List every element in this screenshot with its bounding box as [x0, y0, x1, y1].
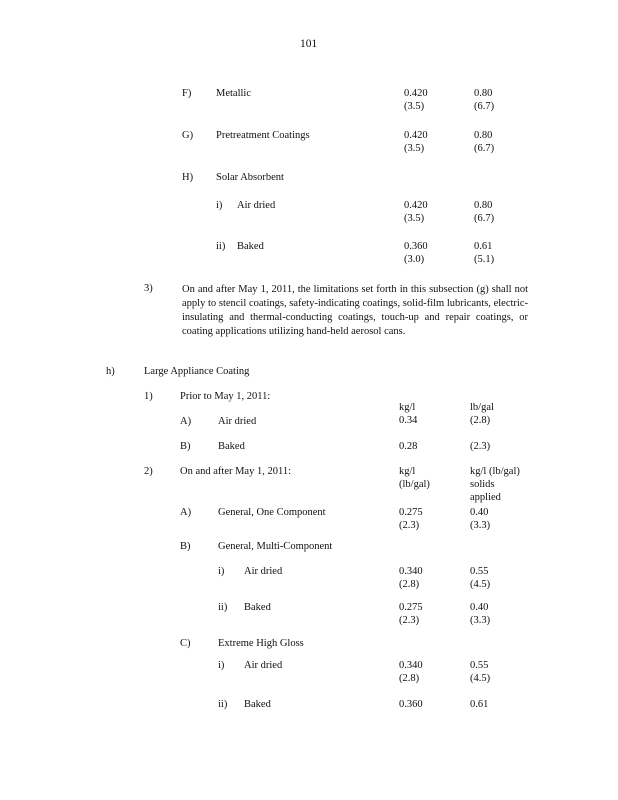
item-text: Air dried — [218, 416, 257, 427]
value-lb: 0.80 — [474, 130, 493, 141]
item-text: Baked — [244, 602, 271, 613]
item-text: Extreme High Gloss — [218, 638, 304, 649]
value-lb-alt: (3.3) — [470, 520, 491, 531]
value-kg-alt: (2.3) — [399, 615, 420, 626]
value-kg: 0.420 — [404, 130, 428, 141]
value-kg-alt: (2.8) — [399, 579, 420, 590]
value-kg: 0.340 — [399, 660, 423, 671]
column-header-lb-line2: solids — [470, 479, 495, 490]
item-label: ii) — [218, 699, 228, 710]
value-lb: 0.61 — [474, 241, 493, 252]
item-text: Pretreatment Coatings — [216, 130, 310, 141]
value-kg-alt: (3.0) — [404, 254, 425, 265]
item-label: ii) — [216, 241, 226, 252]
value-kg: 0.275 — [399, 507, 423, 518]
item-text: Air dried — [244, 566, 283, 577]
column-header-kg: kg/l — [399, 402, 416, 413]
value-kg: 0.420 — [404, 88, 428, 99]
item-text: Air dried — [237, 200, 276, 211]
value-kg: 0.420 — [404, 200, 428, 211]
item-label: F) — [182, 88, 192, 99]
value-lb-alt: (6.7) — [474, 213, 495, 224]
item-label: i) — [218, 566, 225, 577]
value-kg-alt: (3.5) — [404, 143, 425, 154]
value-kg-alt: (3.5) — [404, 213, 425, 224]
item-text: Baked — [237, 241, 264, 252]
item-text: Baked — [218, 441, 245, 452]
exemption-paragraph: On and after May 1, 2011, the limitations set forth in this subsection (g) shall not apply to stencil coatings, safety-indicating coatings, solid-film lubricants, electric-insulating and thermal-conducting coatings, touch-up and repair coatings, or coating applications utilizing hand-held aerosol cans. — [182, 284, 528, 337]
item-text: Solar Absorbent — [216, 172, 284, 183]
column-header-kg-unit: (lb/gal) — [399, 479, 430, 490]
value-kg-alt: (2.3) — [399, 520, 420, 531]
item-label: B) — [180, 541, 191, 552]
section-label: h) — [106, 366, 115, 377]
value-lb-alt: (3.3) — [470, 615, 491, 626]
item-label: i) — [218, 660, 225, 671]
value-kg-alt: (3.5) — [404, 101, 425, 112]
item-label: 3) — [144, 283, 153, 294]
item-label: H) — [182, 172, 194, 183]
section-title: Large Appliance Coating — [144, 366, 250, 377]
item-label: A) — [180, 416, 192, 427]
column-header-lb-line3: applied — [470, 492, 501, 503]
value-kg: 0.34 — [399, 415, 418, 426]
item-text: General, One Component — [218, 507, 326, 518]
value-lb-alt: (4.5) — [470, 579, 491, 590]
value-lb: 0.61 — [470, 699, 489, 710]
item-text: Metallic — [216, 88, 251, 99]
item-label: G) — [182, 130, 194, 141]
item-label: B) — [180, 441, 191, 452]
item-label: i) — [216, 200, 223, 211]
item-text: On and after May 1, 2011: — [180, 466, 291, 477]
item-label: 1) — [144, 391, 153, 402]
value-kg: 0.360 — [399, 699, 423, 710]
value-lb-alt: (6.7) — [474, 101, 495, 112]
value-lb-alt: (6.7) — [474, 143, 495, 154]
value-kg-alt: (2.8) — [399, 673, 420, 684]
column-header-lb: kg/l (lb/gal) — [470, 466, 520, 477]
value-lb: 0.55 — [470, 660, 489, 671]
value-lb: 0.80 — [474, 88, 493, 99]
item-label: A) — [180, 507, 192, 518]
value-lb: 0.55 — [470, 566, 489, 577]
value-kg: 0.340 — [399, 566, 423, 577]
item-text: Air dried — [244, 660, 283, 671]
column-header-kg: kg/l — [399, 466, 416, 477]
value-lb: 0.40 — [470, 507, 489, 518]
value-lb: 0.80 — [474, 200, 493, 211]
page-number: 101 — [300, 38, 318, 50]
item-label: 2) — [144, 466, 153, 477]
item-text: General, Multi-Component — [218, 541, 333, 552]
value-lb-alt: (4.5) — [470, 673, 491, 684]
value-lb: 0.40 — [470, 602, 489, 613]
value-kg: 0.275 — [399, 602, 423, 613]
value-kg: 0.360 — [404, 241, 428, 252]
item-label: C) — [180, 638, 191, 649]
item-text: Baked — [244, 699, 271, 710]
item-text: Prior to May 1, 2011: — [180, 391, 271, 402]
value-lb: (2.3) — [470, 441, 491, 452]
value-lb: (2.8) — [470, 415, 491, 426]
item-label: ii) — [218, 602, 228, 613]
column-header-lb: lb/gal — [470, 402, 494, 413]
value-kg: 0.28 — [399, 441, 418, 452]
value-lb-alt: (5.1) — [474, 254, 495, 265]
